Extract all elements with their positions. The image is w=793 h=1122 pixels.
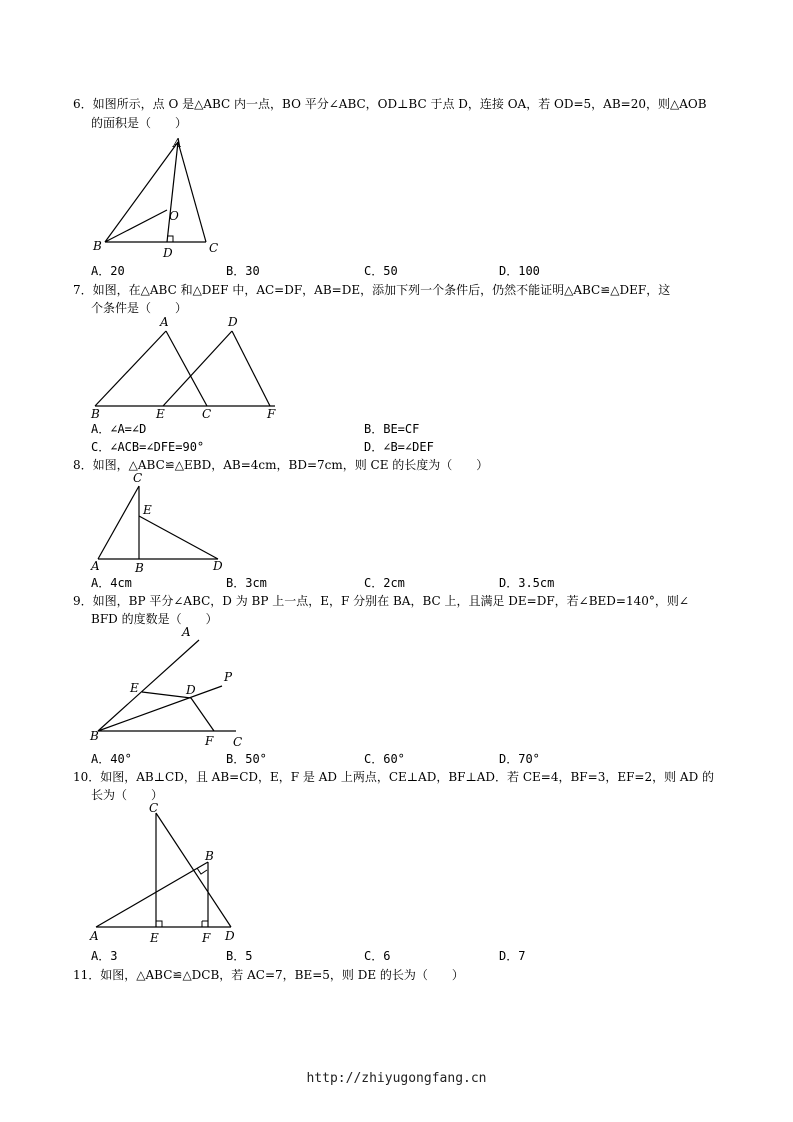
q8-option-d[interactable]: D．3.5cm [499,576,555,590]
q9-label-a: A [182,625,191,639]
q7-figure [90,316,290,420]
q9-text-line1: 9．如图，BP 平分∠ABC，D 为 BP 上一点，E，F 分别在 BA，BC 上，且满足 DE=DF，若∠BED=140°，则∠ [73,594,689,608]
q10-label-f: F [202,931,211,945]
q10-label-e: E [150,931,159,945]
q8-option-c[interactable]: C．2cm [364,576,405,590]
q8-label-c: C [133,471,143,485]
q10-label-d: D [225,929,235,943]
q6-text-line1: 6．如图所示，点 O 是△ABC 内一点，BO 平分∠ABC，OD⊥BC 于点 D，连接 OA，若 OD=5，AB=20，则△AOB [73,97,707,111]
q7-label-c: C [202,407,212,421]
q6-label-a: A [173,136,182,150]
q6-label-c: C [209,241,219,255]
q10-option-b[interactable]: B．5 [226,949,253,963]
q9-label-b: B [90,729,99,743]
q7-label-f: F [267,407,276,421]
q9-option-c[interactable]: C．60° [364,752,405,766]
q8-label-e: E [143,503,152,517]
q10-text-line1: 10．如图，AB⊥CD，且 AB=CD，E，F 是 AD 上两点，CE⊥AD，BF⊥AD．若 CE=4，BF=3，EF=2，则 AD 的 [73,770,715,784]
q8-option-a[interactable]: A．4cm [91,576,132,590]
q6-figure [90,134,230,262]
q10-option-d[interactable]: D．7 [499,949,526,963]
q11-text-line1: 11．如图，△ABC≌△DCB，若 AC=7，BE=5，则 DE 的长为（ ） [73,968,464,982]
q10-text-line2: 长为（ ） [91,788,164,802]
q9-option-d[interactable]: D．70° [499,752,540,766]
q8-text-line1: 8．如图，△ABC≌△EBD，AB=4cm，BD=7cm，则 CE 的长度为（ ） [73,458,489,472]
q7-option-a[interactable]: A．∠A=∠D [91,422,147,436]
q9-label-f: F [205,734,214,748]
q7-option-c[interactable]: C．∠ACB=∠DFE=90° [91,440,205,454]
q8-label-d: D [213,559,223,573]
q6-text-line2: 的面积是（ ） [91,116,188,130]
q10-option-c[interactable]: C．6 [364,949,391,963]
q6-option-b[interactable]: B．30 [226,264,260,278]
q9-figure [88,626,253,751]
q10-label-c: C [149,801,159,815]
q9-option-b[interactable]: B．50° [226,752,267,766]
q10-label-a: A [90,929,99,943]
q8-label-b: B [135,561,144,575]
q9-label-e: E [130,681,139,695]
q7-text-line2: 个条件是（ ） [91,301,188,315]
q8-option-b[interactable]: B．3cm [226,576,267,590]
q9-option-a[interactable]: A．40° [91,752,132,766]
q6-option-a[interactable]: A．20 [91,264,125,278]
q9-text-line2: BFD 的度数是（ ） [91,612,218,626]
q6-label-o: O [169,209,179,223]
q10-figure [88,800,248,945]
q10-option-a[interactable]: A．3 [91,949,118,963]
q7-option-b[interactable]: B．BE=CF [364,422,420,436]
q6-label-d: D [163,246,173,260]
q10-label-b: B [205,849,214,863]
q9-label-d: D [186,683,196,697]
q7-label-b: B [91,407,100,421]
q6-option-c[interactable]: C．50 [364,264,398,278]
q8-figure [90,471,240,575]
q7-text-line1: 7．如图，在△ABC 和△DEF 中，AC=DF，AB=DE，添加下列一个条件后，仍然不能证明△ABC≌△DEF，这 [73,283,671,297]
q6-option-d[interactable]: D．100 [499,264,540,278]
q6-label-b: B [93,239,102,253]
q8-label-a: A [91,559,100,573]
q7-label-d: D [228,315,238,329]
q7-label-e: E [156,407,165,421]
q7-label-a: A [160,315,169,329]
q9-label-c: C [233,735,243,749]
q7-option-d[interactable]: D．∠B=∠DEF [364,440,434,454]
footer-url: http://zhiyugongfang.cn [306,1071,487,1086]
q9-label-p: P [224,670,233,684]
